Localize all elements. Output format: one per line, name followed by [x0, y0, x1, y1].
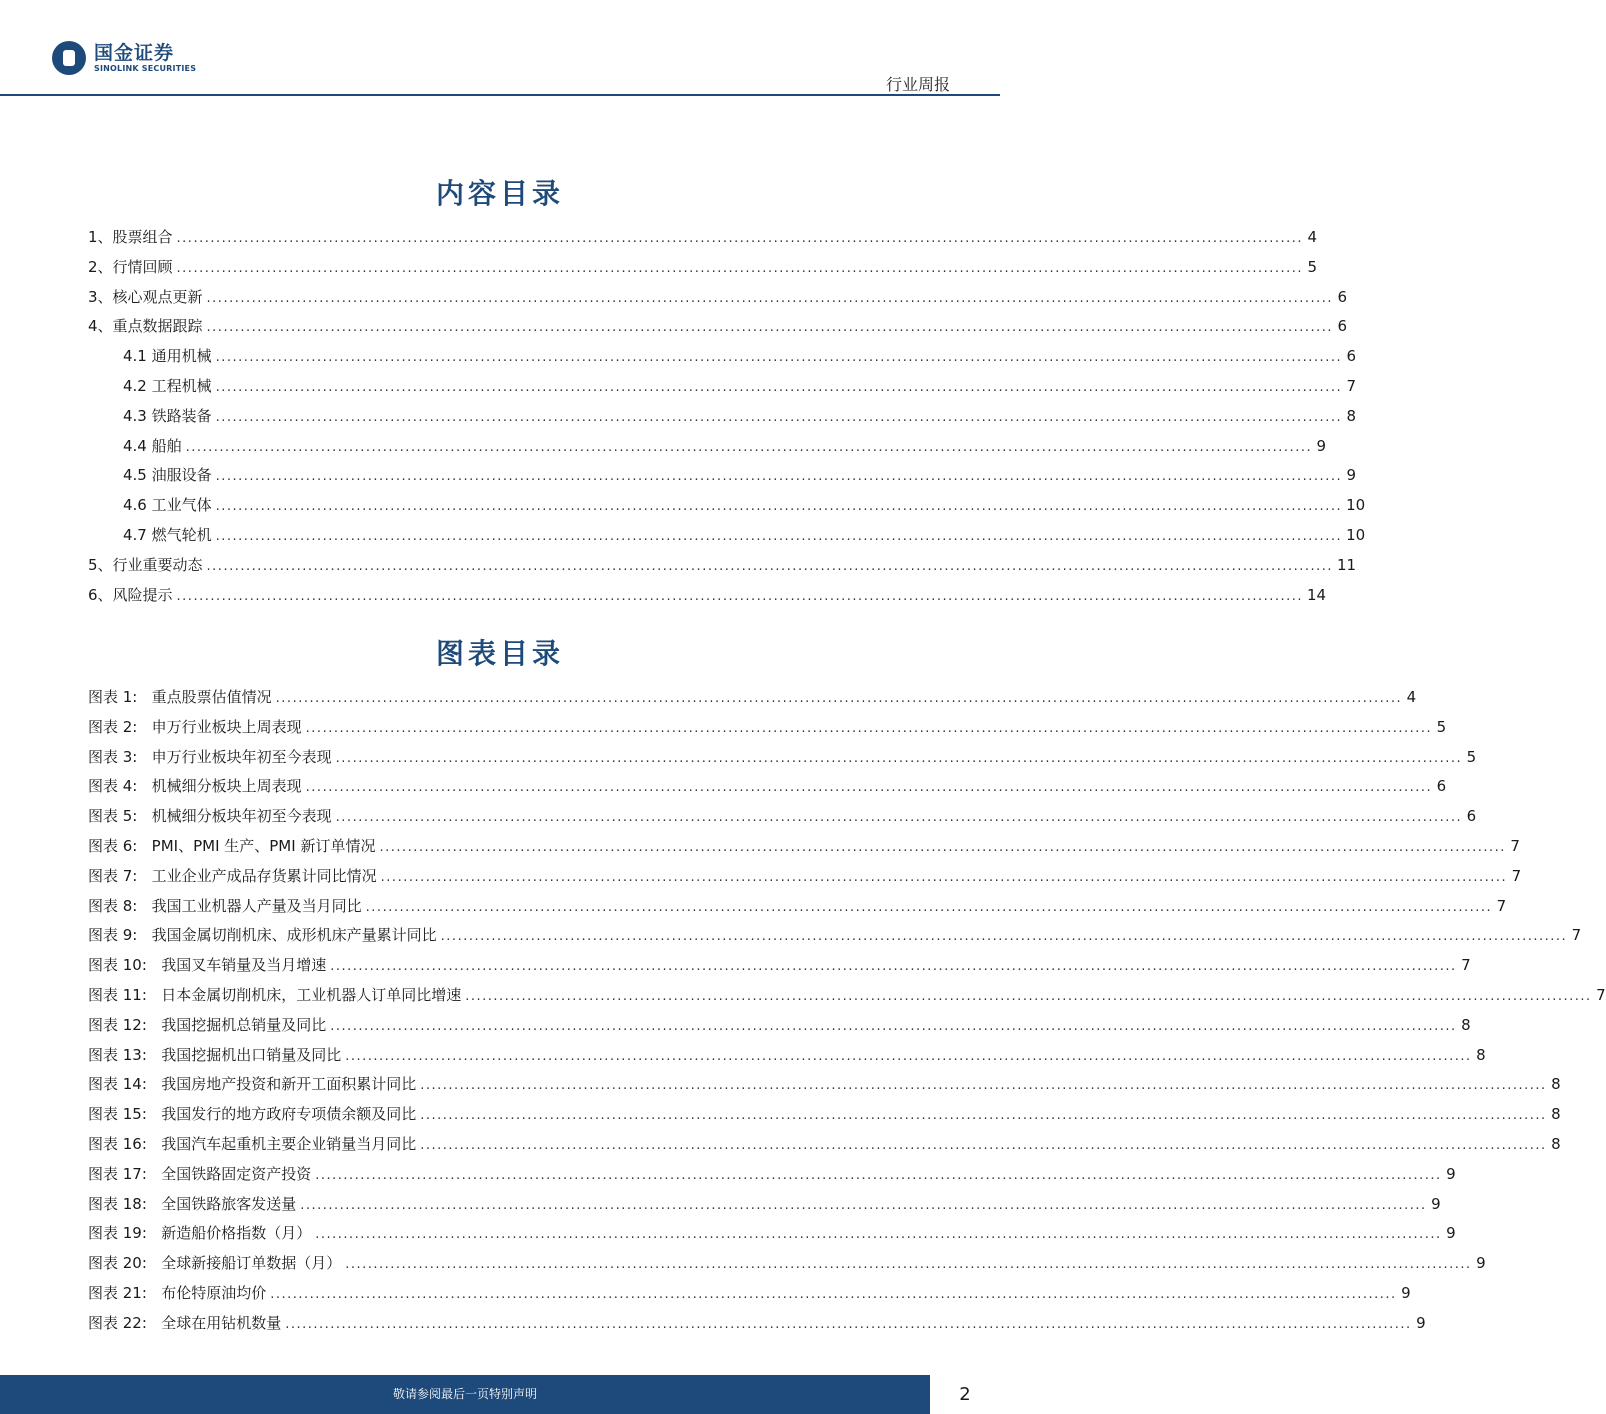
entry-label: 6、风险提示 [88, 585, 173, 604]
entry-label: 图表 20: 全球新接船订单数据（月） [88, 1254, 342, 1273]
dot-leader: ........................................................................................................................................................................................................ [270, 1286, 1397, 1302]
figures-title: 图表目录 [435, 637, 564, 670]
entry-label: 图表 3: 申万行业板块年初至今表现 [88, 747, 332, 766]
entry-page-number: 7 [1571, 926, 1582, 945]
figure-entry[interactable] [88, 1011, 1471, 1041]
entry-label: 4.1 通用机械 [123, 347, 212, 366]
figure-entry[interactable] [88, 683, 1417, 713]
entry-page-number: 4 [1406, 688, 1417, 706]
dot-leader: ........................................................................................................................................................................................................ [420, 1137, 1547, 1153]
figure-entry[interactable] [88, 1041, 1486, 1071]
entry-label: 图表 13: 我国挖掘机出口销量及同比 [88, 1045, 342, 1064]
dot-leader: ........................................................................................................................................................................................................ [315, 1227, 1442, 1243]
entry-page-number: 5 [1466, 747, 1477, 766]
dot-leader: ........................................................................................................................................................................................................ [215, 469, 1343, 485]
dot-leader: ........................................................................................................................................................................................................ [379, 839, 1506, 855]
toc-entry[interactable] [88, 283, 1348, 313]
dot-leader: ........................................................................................................................................................................................................ [305, 720, 1433, 736]
entry-page-number: 8 [1551, 1105, 1561, 1124]
figure-entry[interactable] [88, 1160, 1456, 1190]
figure-entry[interactable] [88, 1070, 1561, 1100]
entry-page-number: 9 [1446, 1164, 1456, 1183]
dot-leader: ........................................................................................................................................................................................................ [420, 1108, 1547, 1124]
figure-entry[interactable] [88, 981, 1606, 1011]
figure-entry[interactable] [88, 1279, 1411, 1309]
entry-page-number: 8 [1476, 1045, 1486, 1064]
dot-leader: ........................................................................................................................................................................................................ [176, 260, 1304, 276]
logo-chinese-name: 国金证券 [94, 42, 175, 64]
dot-leader: ........................................................................................................................................................................................................ [215, 499, 1343, 515]
entry-page-number: 9 [1316, 436, 1327, 455]
entry-label: 图表 21: 布伦特原油均价 [88, 1283, 267, 1302]
entry-page-number: 10 [1346, 496, 1366, 515]
dot-leader: ........................................................................................................................................................................................................ [440, 929, 1568, 945]
entry-page-number: 11 [1337, 555, 1357, 574]
entry-label: 图表 8: 我国工业机器人产量及当月同比 [88, 896, 362, 915]
entry-page-number: 9 [1416, 1313, 1426, 1332]
toc-entry[interactable] [88, 402, 1357, 432]
page-footer [0, 1375, 1000, 1414]
entry-page-number: 7 [1461, 956, 1471, 975]
entry-label: 4.7 燃气轮机 [123, 525, 212, 544]
dot-leader: ........................................................................................................................................................................................................ [206, 290, 1334, 306]
dot-leader: ........................................................................................................................................................................................................ [275, 691, 1403, 706]
entry-label: 图表 12: 我国挖掘机总销量及同比 [88, 1015, 327, 1034]
entry-label: 图表 6: PMI、PMI 生产、PMI 新订单情况 [88, 836, 376, 855]
dot-leader: ........................................................................................................................................................................................................ [285, 1316, 1412, 1332]
dot-leader: ........................................................................................................................................................................................................ [345, 1257, 1472, 1273]
entry-label: 图表 4: 机械细分板块上周表现 [88, 777, 302, 796]
dot-leader: ........................................................................................................................................................................................................ [215, 528, 1343, 544]
entry-page-number: 7 [1511, 866, 1522, 885]
dot-leader: ........................................................................................................................................................................................................ [315, 1167, 1442, 1183]
dot-leader: ........................................................................................................................................................................................................ [330, 1018, 1457, 1034]
dot-leader: ........................................................................................................................................................................................................ [305, 780, 1433, 796]
dot-leader: ........................................................................................................................................................................................................ [215, 379, 1343, 395]
entry-label: 4、重点数据跟踪 [88, 317, 203, 336]
figure-entry[interactable] [88, 1219, 1456, 1249]
figure-entry[interactable] [88, 1130, 1561, 1160]
toc-entry[interactable] [88, 581, 1327, 611]
entry-page-number: 7 [1596, 985, 1606, 1004]
contents-list [88, 223, 1366, 610]
dot-leader: ........................................................................................................................................................................................................ [465, 988, 1592, 1004]
entry-label: 5、行业重要动态 [88, 555, 203, 574]
entry-label: 图表 11: 日本金属切削机床，工业机器人订单同比增速 [88, 985, 462, 1004]
entry-label: 图表 10: 我国叉车销量及当月增速 [88, 956, 327, 975]
entry-page-number: 7 [1496, 896, 1507, 915]
entry-page-number: 6 [1466, 807, 1477, 826]
figure-entry[interactable] [88, 1100, 1561, 1130]
figures-list [88, 683, 1606, 1339]
dot-leader: ........................................................................................................................................................................................................ [335, 810, 1463, 826]
dot-leader: ........................................................................................................................................................................................................ [300, 1197, 1427, 1213]
entry-label: 图表 1: 重点股票估值情况 [88, 688, 272, 706]
dot-leader: ........................................................................................................................................................................................................ [345, 1048, 1472, 1064]
entry-page-number: 7 [1346, 376, 1357, 395]
dot-leader: ........................................................................................................................................................................................................ [206, 558, 1334, 574]
dot-leader: ........................................................................................................................................................................................................ [420, 1078, 1547, 1094]
entry-label: 图表 14: 我国房地产投资和新开工面积累计同比 [88, 1075, 417, 1094]
toc-entry[interactable] [88, 551, 1357, 581]
entry-page-number: 8 [1346, 406, 1357, 425]
toc-entry[interactable] [88, 521, 1366, 551]
figure-entry[interactable] [88, 832, 1520, 862]
entry-label: 图表 19: 新造船价格指数（月） [88, 1224, 312, 1243]
entry-page-number: 6 [1436, 777, 1447, 796]
figure-entry[interactable] [88, 921, 1582, 951]
dot-leader: ........................................................................................................................................................................................................ [335, 750, 1463, 766]
dot-leader: ........................................................................................................................................................................................................ [176, 231, 1304, 246]
figure-entry[interactable] [88, 743, 1477, 773]
sinolink-logo-icon [52, 41, 86, 75]
dot-leader: ........................................................................................................................................................................................................ [365, 899, 1493, 915]
entry-page-number: 5 [1436, 717, 1447, 736]
entry-page-number: 6 [1346, 347, 1357, 366]
entry-page-number: 9 [1431, 1194, 1441, 1213]
page-header [0, 0, 1000, 100]
dot-leader: ........................................................................................................................................................................................................ [206, 320, 1334, 336]
header-divider [0, 94, 1000, 96]
dot-leader: ........................................................................................................................................................................................................ [176, 588, 1304, 604]
page-number: 2 [959, 1384, 971, 1405]
entry-label: 图表 5: 机械细分板块年初至今表现 [88, 807, 332, 826]
entry-label: 图表 7: 工业企业产成品存货累计同比情况 [88, 866, 377, 885]
figure-entry[interactable] [88, 1249, 1486, 1279]
entry-label: 图表 9: 我国金属切削机床、成形机床产量累计同比 [88, 926, 437, 945]
entry-label: 图表 18: 全国铁路旅客发送量 [88, 1194, 297, 1213]
toc-entry[interactable] [88, 491, 1366, 521]
entry-page-number: 10 [1346, 525, 1366, 544]
dot-leader: ........................................................................................................................................................................................................ [380, 869, 1508, 885]
entry-label: 4.3 铁路装备 [123, 406, 212, 425]
entry-label: 4.5 油服设备 [123, 466, 212, 485]
figure-entry[interactable] [88, 713, 1447, 743]
entry-page-number: 6 [1337, 317, 1348, 336]
figure-entry[interactable] [88, 892, 1507, 922]
figure-entry[interactable] [88, 1190, 1441, 1220]
entry-page-number: 4 [1307, 228, 1318, 246]
figure-entry[interactable] [88, 802, 1477, 832]
entry-label: 图表 22: 全球在用钻机数量 [88, 1313, 282, 1332]
entry-page-number: 8 [1551, 1134, 1561, 1153]
entry-label: 3、核心观点更新 [88, 287, 203, 306]
dot-leader: ........................................................................................................................................................................................................ [330, 959, 1457, 975]
figure-entry[interactable] [88, 862, 1522, 892]
toc-entry[interactable] [88, 461, 1357, 491]
footer-disclaimer: 敬请参阅最后一页特别声明 [0, 1375, 930, 1414]
entry-label: 4.4 船舶 [123, 436, 182, 455]
dot-leader: ........................................................................................................................................................................................................ [185, 439, 1313, 455]
entry-page-number: 9 [1346, 466, 1357, 485]
entry-page-number: 8 [1551, 1075, 1561, 1094]
entry-label: 图表 17: 全国铁路固定资产投资 [88, 1164, 312, 1183]
toc-entry[interactable] [88, 312, 1348, 342]
dot-leader: ........................................................................................................................................................................................................ [215, 350, 1343, 366]
entry-page-number: 9 [1446, 1224, 1456, 1243]
toc-entry[interactable] [88, 372, 1357, 402]
toc-entry[interactable] [88, 342, 1357, 372]
entry-label: 图表 16: 我国汽车起重机主要企业销量当月同比 [88, 1134, 417, 1153]
entry-page-number: 14 [1307, 585, 1327, 604]
toc-entry[interactable] [88, 432, 1327, 462]
entry-page-number: 5 [1307, 257, 1318, 276]
company-logo [52, 38, 196, 78]
entry-label: 1、股票组合 [88, 228, 173, 246]
figure-entry[interactable] [88, 772, 1447, 802]
entry-page-number: 6 [1337, 287, 1348, 306]
entry-label: 图表 15: 我国发行的地方政府专项债余额及同比 [88, 1105, 417, 1124]
figure-entry[interactable] [88, 951, 1471, 981]
toc-entry[interactable] [88, 223, 1318, 253]
entry-page-number: 8 [1461, 1015, 1471, 1034]
entry-page-number: 9 [1401, 1283, 1411, 1302]
entry-label: 4.6 工业气体 [123, 496, 212, 515]
figure-entry[interactable] [88, 1309, 1426, 1339]
entry-label: 2、行情回顾 [88, 257, 173, 276]
logo-english-name: SINOLINK SECURITIES [94, 64, 197, 73]
entry-page-number: 9 [1476, 1254, 1486, 1273]
entry-label: 图表 2: 申万行业板块上周表现 [88, 717, 302, 736]
report-type-label: 行业周报 [885, 75, 950, 94]
entry-page-number: 7 [1510, 836, 1520, 855]
entry-label: 4.2 工程机械 [123, 376, 212, 395]
toc-entry[interactable] [88, 253, 1318, 283]
dot-leader: ........................................................................................................................................................................................................ [215, 409, 1343, 425]
contents-title: 内容目录 [435, 177, 564, 210]
